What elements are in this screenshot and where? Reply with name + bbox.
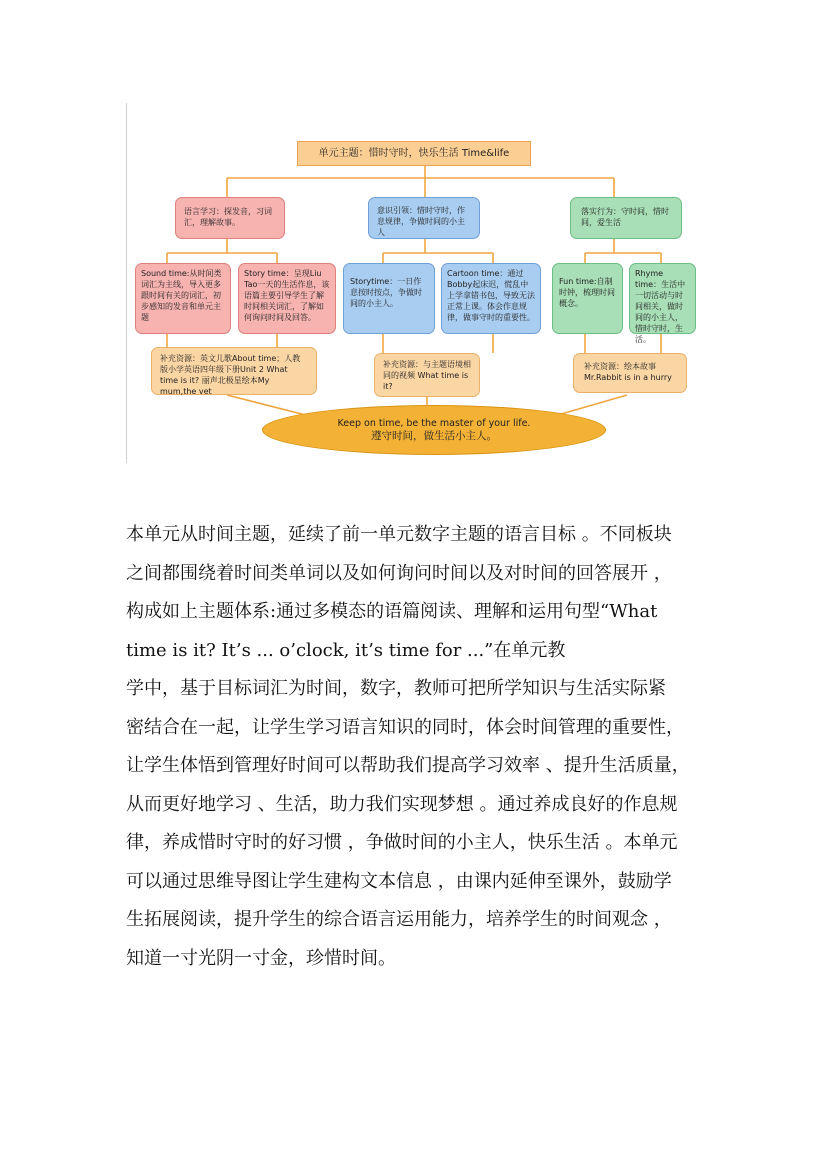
paragraph-line: time is it? It’s ... o’clock, it’s time for ...”在单元教	[126, 639, 566, 661]
conclusion-ellipse	[262, 405, 606, 455]
paragraph-line: 律，养成惜时守时的好习惯 ，争做时间的小主人，快乐生活 。本单元	[126, 832, 678, 853]
mindmap-root: 单元主题：惜时守时，快乐生活 Time&life	[297, 141, 531, 166]
branch-awareness: 意识引领：惜时守时，作息规律，争做时间的小主人	[368, 197, 480, 239]
child-sound-time: Sound time:从时间类词汇为主线，导入更多跟时间有关的词汇，初步感知的发音和单元主题	[135, 263, 231, 334]
child-fun-time: Fun time:自制时钟，梳理时间概念。	[552, 263, 623, 334]
resource-language: 补充资源：英文儿歌About time；人教版小学英语四年级下册Unit 2 What time is it? 丽声北极星绘本My mum,the vet	[151, 347, 317, 395]
child-story-time: Story time：呈现Liu Tao一天的生活作息，该语篇主要引导学生了解时间相关词汇，了解如何询问时间及回答。	[238, 263, 336, 334]
paragraph-line: 让学生体悟到管理好时间可以帮助我们提高学习效率 、提升生活质量，	[126, 755, 690, 776]
conclusion-english: Keep on time, be the master of your life.	[337, 418, 531, 429]
conclusion-chinese: 遵守时间，做生活小主人。	[371, 430, 497, 442]
branch-action: 落实行为：守时间，惜时间，爱生活	[570, 197, 682, 239]
paragraph-line: 之间都围绕着时间类单词以及如何询问时间以及对时间的回答展开 ，	[126, 562, 672, 584]
branch-language-learning: 语言学习：探发音，习词汇，理解故事。	[175, 197, 285, 239]
resource-action: 补充资源：绘本故事 Mr.Rabbit is in a hurry	[573, 353, 687, 393]
resource-awareness: 补充资源：与主题语境相同的视频 What time is it?	[374, 353, 480, 397]
paragraph-line: 密结合在一起，让学生学习语言知识的同时，体会时间管理的重要性，	[126, 716, 684, 738]
paragraph-line: 知道一寸光阴一寸金，珍惜时间。	[126, 947, 396, 969]
paragraph-line: 本单元从时间主题，延续了前一单元数字主题的语言目标 。不同板块	[126, 524, 672, 545]
paragraph-line: 从而更好地学习 、生活，助力我们实现梦想 。通过养成良好的作息规	[126, 793, 678, 815]
mind-map-figure	[126, 103, 701, 463]
paragraph-line: 可以通过思维导图让学生建构文本信息 ，由课内延伸至课外，鼓励学	[126, 870, 672, 892]
child-cartoon-time: Cartoon time：通过Bobby起床迟，慌乱中上学拿错书包，导致无法正常上课。体会作息规律，做事守时的重要性。	[441, 263, 541, 334]
child-storytime: Storytime：一日作息按时按点，争做时间的小主人。	[343, 263, 435, 334]
body-paragraph	[126, 516, 704, 978]
child-rhyme-time: Rhyme time：生活中一切活动与时间相关，做时间的小主人，惜时守时，生活。	[629, 263, 696, 334]
paragraph-line: 生拓展阅读，提升学生的综合语言运用能力，培养学生的时间观念 ，	[126, 909, 672, 930]
paragraph-line: 构成如上主题体系:通过多模态的语篇阅读、理解和运用句型“What	[126, 601, 658, 622]
paragraph-line: 学中，基于目标词汇为时间，数字，教师可把所学知识与生活实际紧	[126, 678, 666, 699]
